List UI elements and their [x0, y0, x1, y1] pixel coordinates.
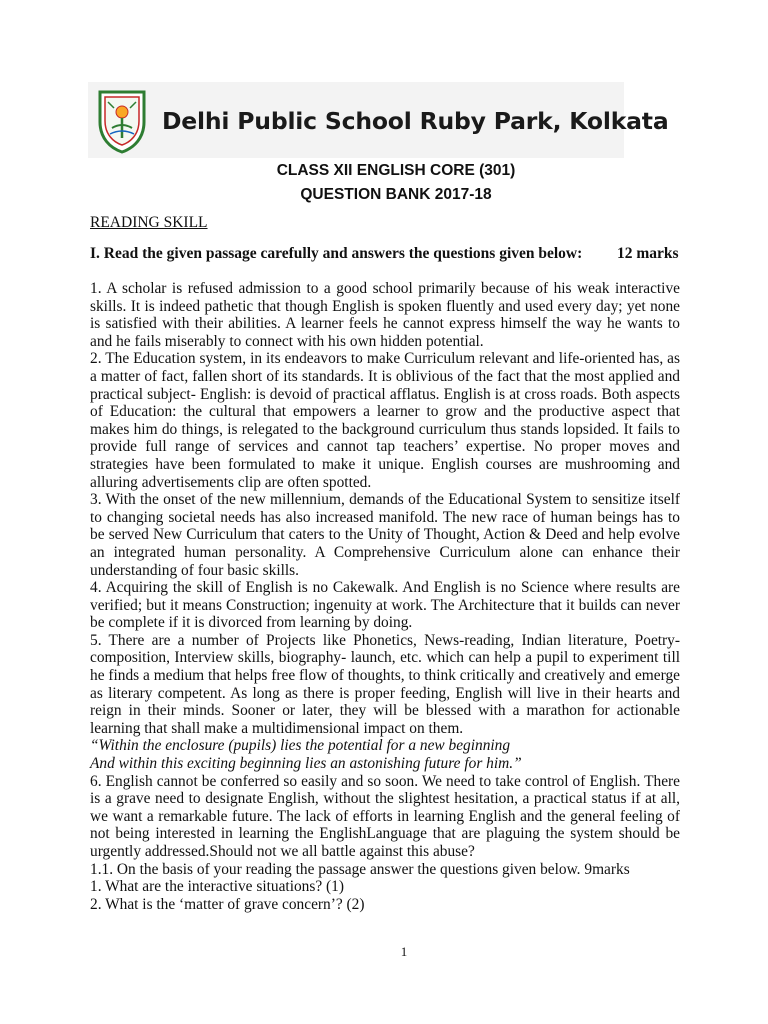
dps-crest-icon	[96, 88, 148, 154]
paragraph-5: 5. There are a number of Projects like Phonetics, News-reading, Indian literature, Poetry-composition, Interview skills, biography- launch, etc. which can help a pupil to experiment till he finds a medium that helps free flow of thoughts, to think critically and creatively and emerge as literary competent. As long as there is proper feeding, English will live in their hearts and reign in their minds. Sooner or later, they will be blessed with a marathon for actionable learning that shall make a multidimensional impact on them.	[90, 631, 680, 737]
reading-passage	[90, 280, 680, 913]
question-intro: 1.1. On the basis of your reading the passage answer the questions given below. 9marks	[90, 860, 630, 878]
instruction-text: I. Read the given passage carefully and answers the questions given below:	[90, 245, 583, 262]
marks-label: 12 marks	[617, 245, 679, 262]
section-heading: READING SKILL	[90, 214, 208, 231]
paragraph-3: 3. With the onset of the new millennium, demands of the Educational System to sensitize itself to changing societal needs has also increased manifold. The new race of human beings has to be served New Curriculum that caters to the Unity of Thought, Action & Deed and help evolve an integrated human personality. A Comprehensive Curriculum alone can enhance their understanding of four basic skills.	[90, 491, 680, 579]
question-1: 1. What are the interactive situations? (1)	[90, 878, 344, 896]
instruction-line	[90, 245, 680, 263]
school-name: Delhi Public School Ruby Park, Kolkata	[162, 107, 669, 135]
paragraph-2: 2. The Education system, in its endeavors to make Curriculum relevant and life-oriented has, as a matter of fact, fallen short of its standards. It is oblivious of the fact that the most applied and practical subject- English: is devoid of practical afflatus. English is at cross roads. Both aspects of Education: the cultural that empowers a learner to grow and the productive aspect that makes him do things, is relegated to the background curriculum thus stands lopsided. It fails to provide full range of services and cannot tap teachers’ expertise. No proper moves and strategies have been formulated to make it unique. English courses are mushrooming and alluring advertisements clip are often spotted.	[90, 350, 680, 491]
quote-line-1: “Within the enclosure (pupils) lies the potential for a new beginning	[90, 737, 511, 755]
paragraph-4: 4. Acquiring the skill of English is no Cakewalk. And English is no Science where results are verified; but it means Construction; ingenuity at work. The Architecture that it builds can never be complete if it is divorced from learning by doing.	[90, 579, 680, 632]
paragraph-6: 6. English cannot be conferred so easily and so soon. We need to take control of English. There is a grave need to designate English, without the slightest hesitation, a practical status if at all, we want a remarkable future. The lack of efforts in learning English and the general feeling of not being interested in learning the EnglishLanguage that are plaguing the system should be urgently addressed.Should not we all battle against this abuse?	[90, 772, 680, 860]
question-2: 2. What is the ‘matter of grave concern’? (2)	[90, 895, 365, 913]
class-title: CLASS XII ENGLISH CORE (301)	[276, 162, 516, 179]
paragraph-1: 1. A scholar is refused admission to a good school primarily because of his weak interactive skills. It is indeed pathetic that though English is spoken fluently and used every day; yet none is satisfied with their abilities. A learner feels he cannot express himself the way he wants to and he fails miserably to connect with his own hidden potential.	[90, 280, 680, 350]
page-number: 1	[400, 944, 408, 959]
question-bank-title: QUESTION BANK 2017-18	[300, 186, 492, 203]
quote-line-2: And within this exciting beginning lies an astonishing future for him.”	[90, 755, 522, 773]
